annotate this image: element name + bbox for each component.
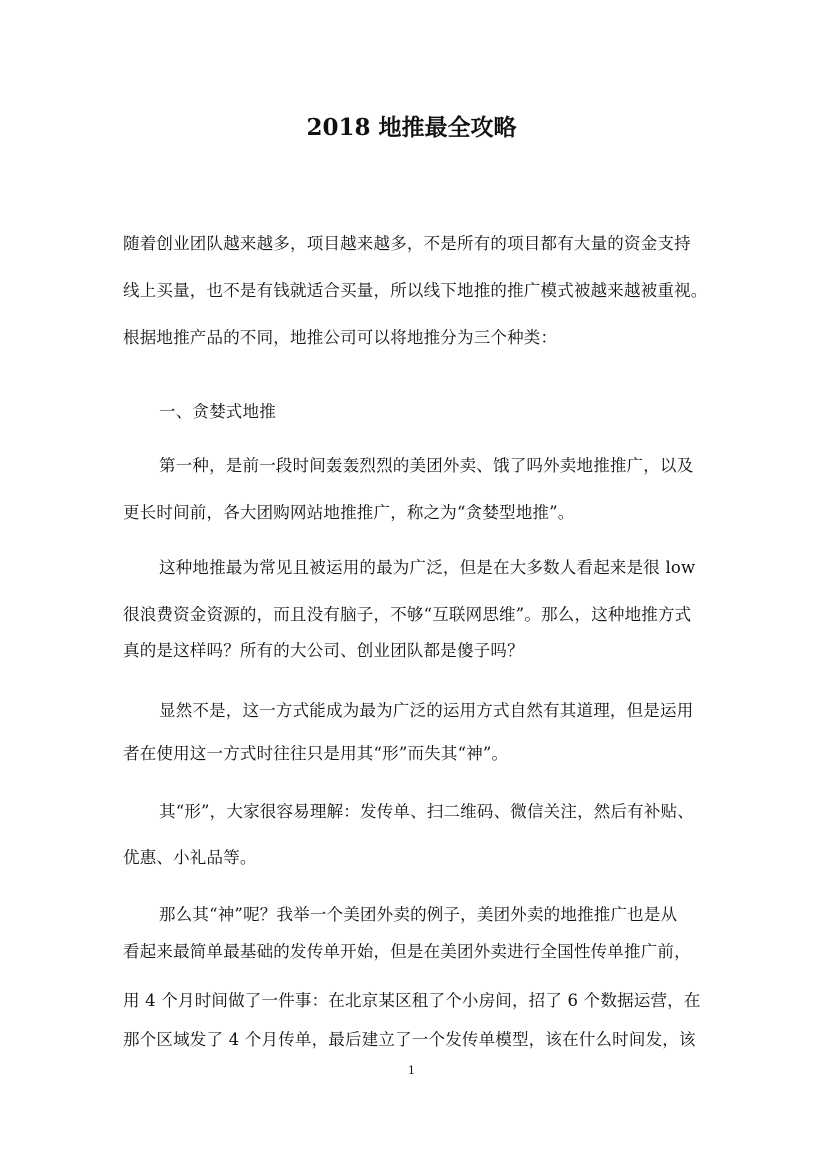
paragraph-line: 显然不是，这一方式能成为最为广泛的运用方式自然有其道理，但是运用 [159,701,694,720]
intro-line: 线上买量，也不是有钱就适合买量，所以线下地推的推广模式被越来越被重视。 [123,281,708,300]
section-heading: 一、贪婪式地推 [159,402,276,421]
paragraph-line: 者在使用这一方式时往往只是用其“形”而失其“神”。 [123,744,509,763]
paragraph-line: 那个区域发了 4 个月传单，最后建立了一个发传单模型，该在什么时间发，该 [123,1030,696,1049]
paragraph-line: 很浪费资金资源的，而且没有脑子，不够“互联网思维”。那么，这种地推方式 [123,605,692,624]
paragraph-line: 用 4 个月时间做了一件事：在北京某区租了个小房间，招了 6 个数据运营，在 [123,991,701,1010]
page-number: 1 [408,1064,415,1077]
paragraph-line: 其“形”，大家很容易理解：发传单、扫二维码、微信关注，然后有补贴、 [159,802,694,821]
paragraph-line: 真的是这样吗？所有的大公司、创业团队都是傻子吗？ [123,641,524,660]
intro-line: 随着创业团队越来越多，项目越来越多，不是所有的项目都有大量的资金支持 [123,234,691,253]
intro-line: 根据地推产品的不同，地推公司可以将地推分为三个种类： [123,328,558,347]
paragraph-line: 这种地推最为常见且被运用的最为广泛，但是在大多数人看起来是很 low [159,558,696,577]
paragraph-line: 第一种，是前一段时间轰轰烈烈的美团外卖、饿了吗外卖地推推广，以及 [159,456,694,475]
paragraph-line: 那么其“神”呢？我举一个美团外卖的例子，美团外卖的地推推广也是从 [159,905,678,924]
paragraph-line: 更长时间前，各大团购网站地推推广，称之为“贪婪型地推”。 [123,503,575,522]
paragraph-line: 看起来最简单最基础的发传单开始，但是在美团外卖进行全国性传单推广前， [123,942,691,961]
paragraph-line: 优惠、小礼品等。 [123,848,257,867]
page-title: 2018 地推最全攻略 [306,114,517,141]
